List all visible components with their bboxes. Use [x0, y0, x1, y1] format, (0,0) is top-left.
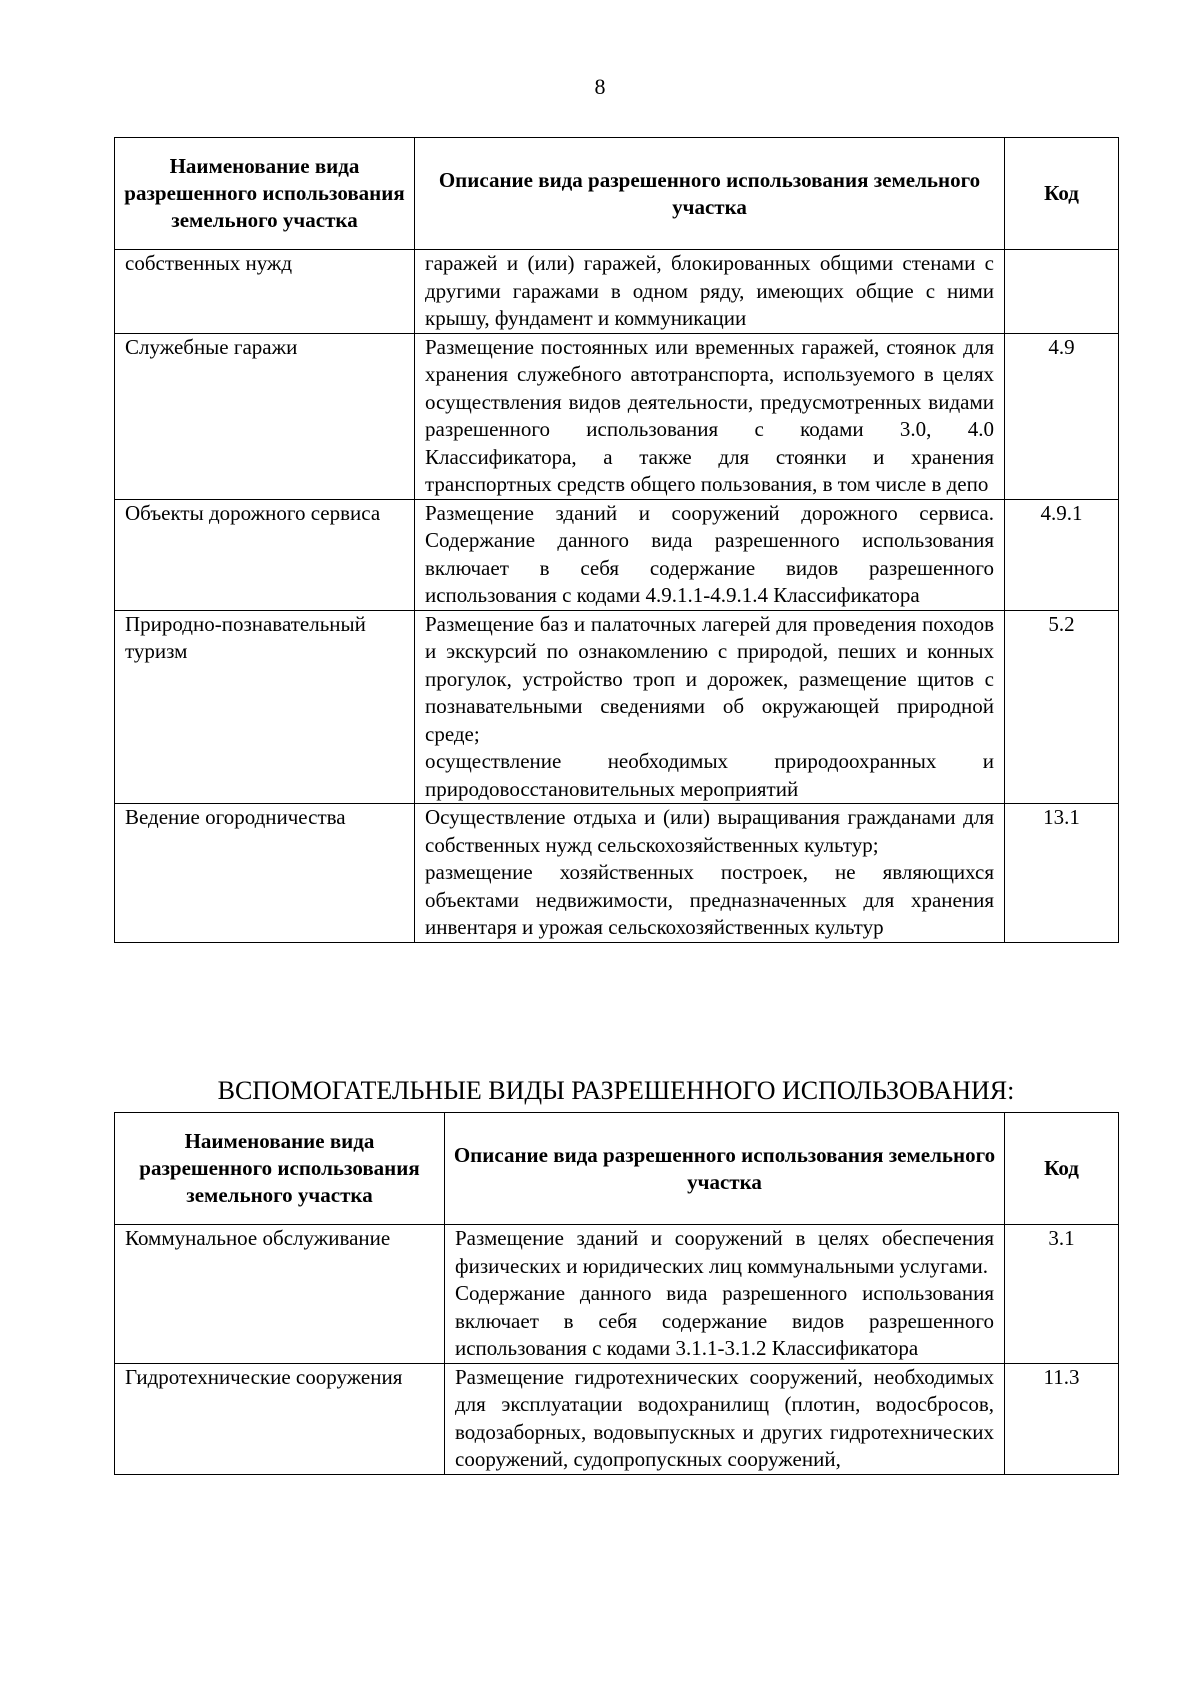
- table-row: [115, 499, 1119, 610]
- column-header-description: Описание вида разрешенного использования земельного участка: [415, 138, 1005, 250]
- row-description: гаражей и (или) гаражей, блокированных общими стенами с другими гаражами в одном ряду, имеющих общие с ними крышу, фундамент и коммуникации: [415, 250, 1005, 334]
- row-code: 4.9: [1005, 333, 1119, 499]
- row-code: 4.9.1: [1005, 499, 1119, 610]
- table-row: [115, 1225, 1119, 1364]
- table-row: [115, 804, 1119, 943]
- row-code: [1005, 250, 1119, 334]
- row-code: 11.3: [1005, 1363, 1119, 1474]
- table-row: [115, 610, 1119, 804]
- row-name: собственных нужд: [115, 250, 415, 334]
- row-name: Объекты дорожного сервиса: [115, 499, 415, 610]
- row-code: 3.1: [1005, 1225, 1119, 1364]
- column-header-code: Код: [1005, 138, 1119, 250]
- column-header-description: Описание вида разрешенного использования земельного участка: [445, 1113, 1005, 1225]
- section-heading: ВСПОМОГАТЕЛЬНЫЕ ВИДЫ РАЗРЕШЕННОГО ИСПОЛЬЗОВАНИЯ:: [217, 1076, 1015, 1105]
- row-name: Служебные гаражи: [115, 333, 415, 499]
- column-header-name: Наименование вида разрешенного использования земельного участка: [115, 1113, 445, 1225]
- row-description: Размещение постоянных или временных гаражей, стоянок для хранения служебного автотранспорта, используемого в целях осуществления видов деятельности, предусмотренных видами разрешенного использования с кодами 3.0, 4.0 Классификатора, а также для стоянки и хранения транспортных средств общего пользования, в том числе в депо: [415, 333, 1005, 499]
- row-name: Природно-познавательный туризм: [115, 610, 415, 804]
- table-header-row: [115, 138, 1119, 250]
- table-row: [115, 333, 1119, 499]
- row-description: Размещение зданий и сооружений в целях обеспечения физических и юридических лиц коммунальными услугами. Содержание данного вида разрешенного использования включает в себя содержание видов разрешенного использования с кодами 3.1.1-3.1.2 Классификатора: [445, 1225, 1005, 1364]
- row-name: Коммунальное обслуживание: [115, 1225, 445, 1364]
- main-land-use-table: [114, 137, 1119, 943]
- column-header-name: Наименование вида разрешенного использования земельного участка: [115, 138, 415, 250]
- table-row: [115, 250, 1119, 334]
- column-header-code: Код: [1005, 1113, 1119, 1225]
- row-code: 5.2: [1005, 610, 1119, 804]
- table-row: [115, 1363, 1119, 1474]
- row-code: 13.1: [1005, 804, 1119, 943]
- row-name: Гидротехнические сооружения: [115, 1363, 445, 1474]
- table-header-row: [115, 1113, 1119, 1225]
- page-number: 8: [594, 74, 606, 99]
- row-description: Размещение зданий и сооружений дорожного сервиса. Содержание данного вида разрешенного использования включает в себя содержание видов разрешенного использования с кодами 4.9.1.1-4.9.1.4 Классификатора: [415, 499, 1005, 610]
- auxiliary-land-use-table: [114, 1112, 1119, 1475]
- row-description: Осуществление отдыха и (или) выращивания гражданами для собственных нужд сельскохозяйственных культур; размещение хозяйственных построек, не являющихся объектами недвижимости, предназначенных для хранения инвентаря и урожая сельскохозяйственных культур: [415, 804, 1005, 943]
- row-description: Размещение баз и палаточных лагерей для проведения походов и экскурсий по ознакомлению с природой, пеших и конных прогулок, устройство троп и дорожек, размещение щитов с познавательными сведениями об окружающей природной среде; осуществление необходимых природоохранных и природовосстановительных мероприятий: [415, 610, 1005, 804]
- row-name: Ведение огородничества: [115, 804, 415, 943]
- row-description: Размещение гидротехнических сооружений, необходимых для эксплуатации водохранилищ (плотин, водосбросов, водозаборных, водовыпускных и других гидротехнических сооружений, судопропускных сооружений,: [445, 1363, 1005, 1474]
